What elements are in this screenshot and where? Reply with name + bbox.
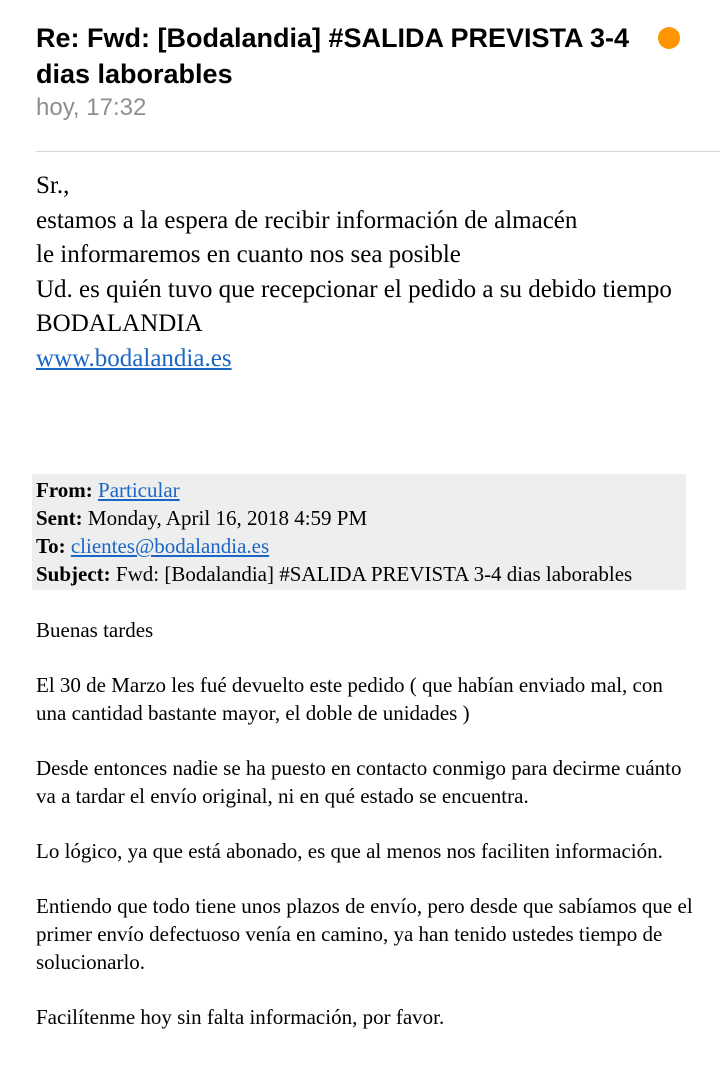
email-date: hoy, 17:32 bbox=[36, 94, 147, 121]
email-header bbox=[36, 20, 656, 124]
quoted-message-header bbox=[32, 474, 686, 590]
quoted-message-body bbox=[36, 616, 696, 1058]
quoted-paragraph: Buenas tardes bbox=[36, 618, 154, 642]
subject-row bbox=[36, 560, 682, 588]
reply-line: Ud. es quién tuvo que recepcionar el pedido a su debido tiempo bbox=[36, 275, 672, 303]
reply-line: estamos a la espera de recibir información de almacén bbox=[36, 206, 578, 234]
reply-signature: BODALANDIA bbox=[36, 310, 203, 337]
website-link[interactable]: www.bodalandia.es bbox=[36, 344, 232, 372]
subject-label: Subject: bbox=[36, 562, 111, 586]
to-label: To: bbox=[36, 534, 66, 558]
sent-row bbox=[36, 504, 682, 532]
from-row bbox=[36, 476, 682, 504]
quoted-paragraph: Facilítenme hoy sin falta información, por favor. bbox=[36, 1005, 445, 1029]
quoted-paragraph: Lo lógico, ya que está abonado, es que al menos nos faciliten información. bbox=[36, 839, 663, 863]
subject-value: Fwd: [Bodalandia] #SALIDA PREVISTA 3-4 dias laborables bbox=[115, 562, 633, 586]
to-email-link[interactable]: clientes@bodalandia.es bbox=[70, 534, 270, 558]
unread-dot-icon[interactable] bbox=[658, 27, 680, 49]
quoted-paragraph: Entiendo que todo tiene unos plazos de envío, pero desde que sabíamos que el primer envío defectuoso venía en camino, ya han tenido ustedes tiempo de solucionarlo. bbox=[36, 894, 693, 974]
reply-body bbox=[36, 169, 696, 376]
reply-line: Sr., bbox=[36, 172, 70, 199]
from-link[interactable]: Particular bbox=[98, 478, 180, 502]
quoted-paragraph: El 30 de Marzo les fué devuelto este pedido ( que habían enviado mal, con una cantidad bastante mayor, el doble de unidades ) bbox=[36, 673, 663, 725]
header-divider bbox=[36, 151, 720, 152]
sent-label: Sent: bbox=[36, 506, 83, 530]
to-row bbox=[36, 532, 682, 560]
email-subject: Re: Fwd: [Bodalandia] #SALIDA PREVISTA 3-4 dias laborables bbox=[36, 23, 630, 89]
from-label: From: bbox=[36, 478, 93, 502]
sent-value: Monday, April 16, 2018 4:59 PM bbox=[87, 506, 368, 530]
quoted-paragraph: Desde entonces nadie se ha puesto en contacto conmigo para decirme cuánto va a tardar el envío original, ni en qué estado se encuentra. bbox=[36, 756, 682, 808]
reply-line: le informaremos en cuanto nos sea posible bbox=[36, 241, 461, 268]
